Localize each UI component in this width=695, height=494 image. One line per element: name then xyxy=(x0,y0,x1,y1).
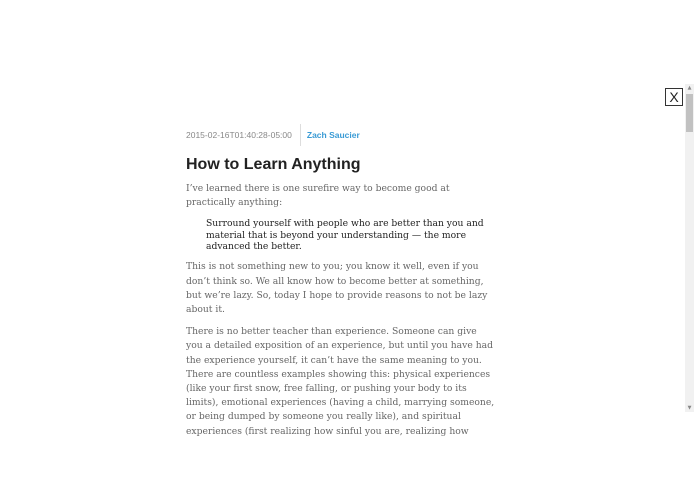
paragraph-intro: I’ve learned there is one surefire way to become good at practically anything: xyxy=(186,183,450,209)
paragraph: This is not something new to you; you know it well, even if you don’t think so. We all know how to become better at something, but we’re lazy. So, today I hope to provide reasons to not be lazy about it. xyxy=(186,261,488,315)
scroll-up-icon[interactable]: ▲ xyxy=(687,85,692,91)
article-meta xyxy=(186,124,496,146)
close-button[interactable]: X xyxy=(665,88,683,106)
author-link[interactable]: Zach Saucier xyxy=(306,130,360,140)
paragraph: There is no better teacher than experience. Someone can give you a detailed exposition of an experience, but until you have had the experience yourself, it can’t have the same meaning to you. There are countless examples showing this: physical experiences (like your first snow, free falling, or pushing your body to its limits), emotional experiences (having a child, marrying someone, or being dumped by someone you really like), and spiritual experiences (first realizing how sinful you are, realizing how xyxy=(186,326,495,437)
vertical-scrollbar[interactable] xyxy=(685,84,694,412)
article xyxy=(186,124,496,447)
blockquote: Surround yourself with people who are better than you and material that is beyond your understanding — the more advanced the better. xyxy=(206,218,484,252)
publish-date: 2015-02-16T01:40:28-05:00 xyxy=(186,124,301,146)
scroll-thumb[interactable] xyxy=(686,94,693,132)
scroll-down-icon[interactable]: ▼ xyxy=(687,405,692,411)
article-title: How to Learn Anything xyxy=(186,156,361,173)
